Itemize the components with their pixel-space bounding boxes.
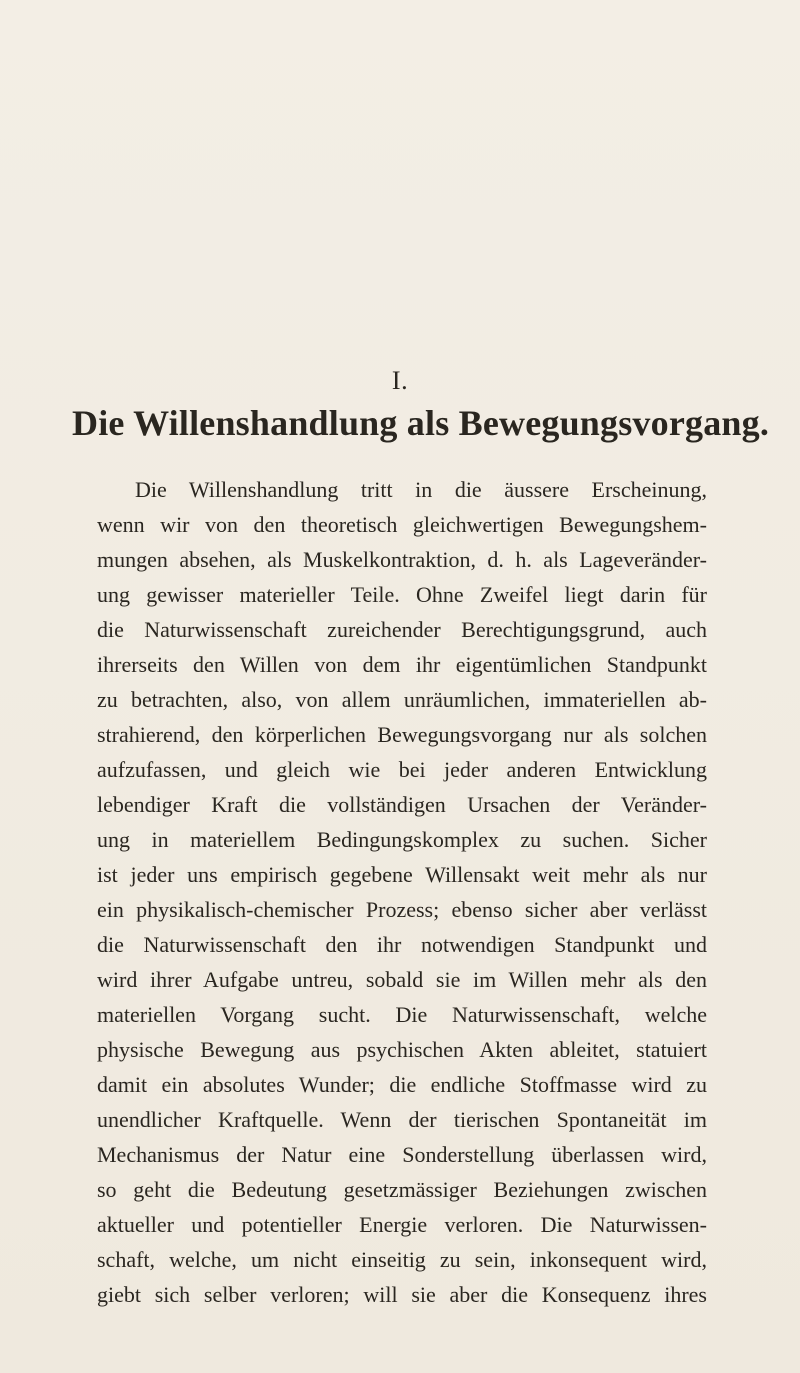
chapter-title: Die Willenshandlung als Bewegungsvorgang. bbox=[72, 403, 770, 443]
text-line: aufzufassen, und gleich wie bei jeder anderen Entwicklung bbox=[97, 757, 707, 782]
chapter-number: I. bbox=[391, 366, 409, 395]
text-line: die Naturwissenschaft zureichender Berechtigungsgrund, auch bbox=[97, 617, 707, 642]
text-line: aktueller und potentieller Energie verloren. Die Naturwissen- bbox=[97, 1212, 707, 1237]
text-line: unendlicher Kraftquelle. Wenn der tierischen Spontaneität im bbox=[97, 1107, 707, 1132]
text-line: so geht die Bedeutung gesetzmässiger Beziehungen zwischen bbox=[97, 1177, 707, 1202]
text-line: wenn wir von den theoretisch gleichwertigen Bewegungshem- bbox=[97, 512, 707, 537]
body-paragraph bbox=[97, 472, 707, 1312]
text-line: ung gewisser materieller Teile. Ohne Zweifel liegt darin für bbox=[97, 582, 707, 607]
text-line: zu betrachten, also, von allem unräumlichen, immateriellen ab- bbox=[97, 687, 707, 712]
text-line: mungen absehen, als Muskelkontraktion, d. h. als Lageveränder- bbox=[97, 547, 707, 572]
text-line: ein physikalisch-chemischer Prozess; ebenso sicher aber verlässt bbox=[97, 897, 707, 922]
text-line: physische Bewegung aus psychischen Akten ableitet, statuiert bbox=[97, 1037, 707, 1062]
text-line: strahierend, den körperlichen Bewegungsvorgang nur als solchen bbox=[97, 722, 707, 747]
text-line: giebt sich selber verloren; will sie aber die Konsequenz ihres bbox=[97, 1282, 707, 1307]
text-line: Mechanismus der Natur eine Sonderstellung überlassen wird, bbox=[97, 1142, 707, 1167]
text-line: materiellen Vorgang sucht. Die Naturwissenschaft, welche bbox=[97, 1002, 707, 1027]
text-line: damit ein absolutes Wunder; die endliche Stoffmasse wird zu bbox=[97, 1072, 707, 1097]
text-line: lebendiger Kraft die vollständigen Ursachen der Veränder- bbox=[97, 792, 707, 817]
text-line: ihrerseits den Willen von dem ihr eigentümlichen Standpunkt bbox=[97, 652, 707, 677]
text-line: Die Willenshandlung tritt in die äussere Erscheinung, bbox=[135, 477, 707, 502]
text-line: schaft, welche, um nicht einseitig zu sein, inkonsequent wird, bbox=[97, 1247, 707, 1272]
text-line: wird ihrer Aufgabe untreu, sobald sie im Willen mehr als den bbox=[97, 967, 707, 992]
text-line: ist jeder uns empirisch gegebene Willensakt weit mehr als nur bbox=[97, 862, 707, 887]
text-line: die Naturwissenschaft den ihr notwendigen Standpunkt und bbox=[97, 932, 707, 957]
text-line: ung in materiellem Bedingungskomplex zu suchen. Sicher bbox=[97, 827, 707, 852]
